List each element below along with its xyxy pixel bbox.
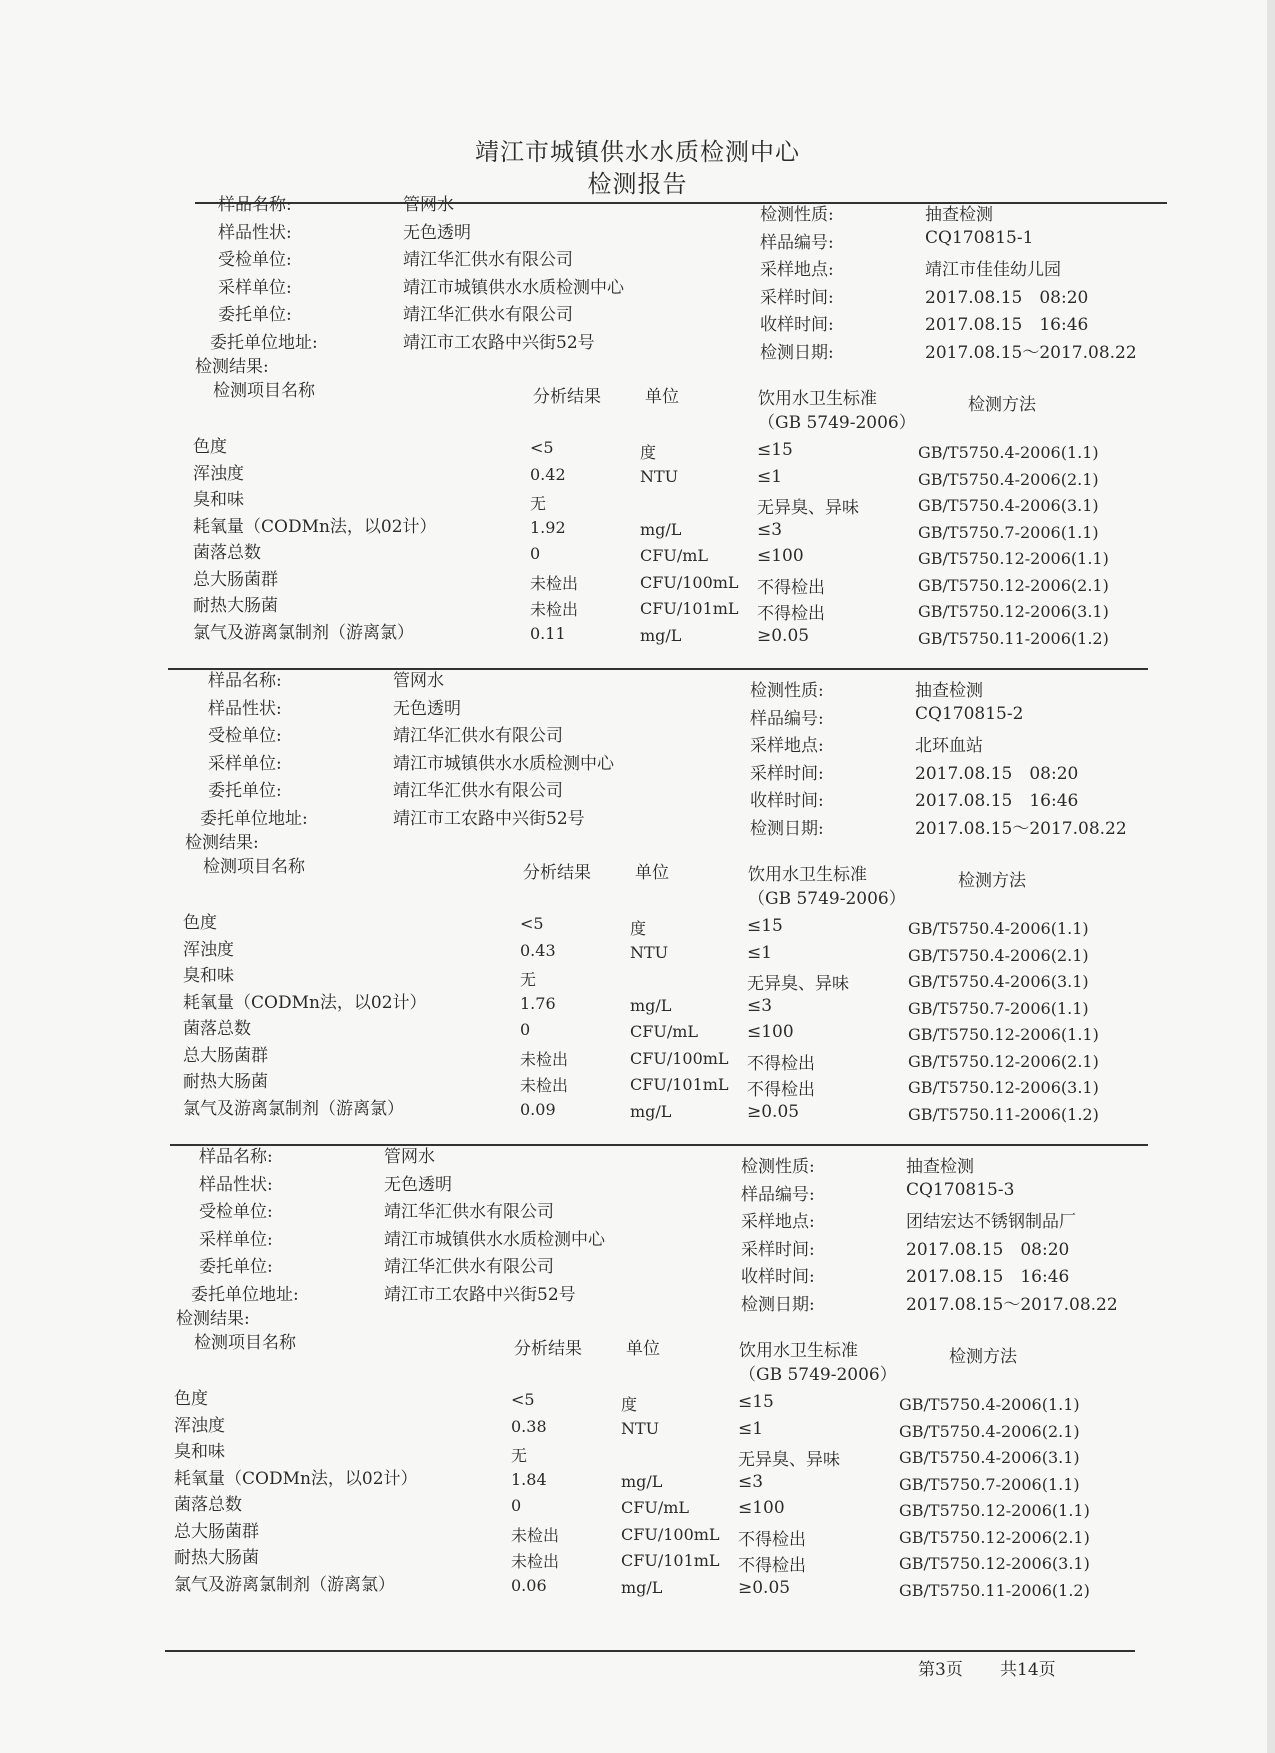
value-client-unit: 靖江华汇供水有限公司 [384,1257,554,1277]
standard-coliform: 不得检出 [738,1529,806,1550]
unit-color: 度 [621,1395,638,1414]
value-sample-no: CQ170815-3 [906,1179,1015,1200]
label-test-nature: 检测性质: [741,1157,815,1177]
method-chlorine: GB/T5750.11-2006(1.2) [899,1580,1090,1600]
label-client-unit: 委托单位: [199,1257,273,1277]
item-name-chlorine: 氯气及游离氯制剂（游离氯） [183,1098,404,1119]
standard-colony: ≤100 [747,1022,794,1042]
item-name-colony: 菌落总数 [183,1019,251,1039]
item-name-codmn: 耗氧量（CODMn法，以02计） [183,992,427,1013]
value-sample-name: 管网水 [393,671,444,691]
result-turbidity: 0.43 [520,940,556,960]
col-standard-header: 饮用水卫生标准 [748,865,867,885]
standard-turbidity: ≤1 [738,1418,764,1439]
label-sampling-unit: 采样单位: [199,1229,273,1250]
item-name-thermo-coliform: 耐热大肠菌 [193,596,278,616]
standard-turbidity: ≤1 [757,466,783,487]
unit-coliform: CFU/100mL [640,572,739,592]
label-receipt-time: 收样时间: [760,315,834,335]
result-colony: 0 [511,1496,522,1515]
value-sample-name: 管网水 [384,1147,435,1167]
value-sample-state: 无色透明 [403,222,471,243]
standard-colony: ≤100 [757,546,804,566]
unit-codmn: mg/L [640,519,682,539]
col-standard-header-2: （GB 5749-2006） [758,413,916,433]
method-turbidity: GB/T5750.4-2006(2.1) [918,469,1099,489]
result-coliform: 未检出 [520,1049,569,1069]
value-sample-state: 无色透明 [393,698,461,719]
label-client-unit: 委托单位: [208,781,282,801]
label-client-address: 委托单位地址: [200,808,308,829]
item-name-coliform: 总大肠菌群 [174,1521,259,1542]
value-sampling-site: 团结宏达不锈钢制品厂 [906,1212,1076,1232]
label-sampling-time: 采样时间: [760,287,834,308]
item-name-codmn: 耗氧量（CODMn法，以02计） [193,516,437,537]
result-color: <5 [530,438,554,457]
unit-turbidity: NTU [640,466,679,486]
label-inspected-unit: 受检单位: [199,1202,273,1222]
method-odor: GB/T5750.4-2006(3.1) [899,1448,1080,1467]
label-test-results: 检测结果: [185,833,259,853]
label-sampling-time: 采样时间: [741,1239,815,1260]
label-sampling-site: 采样地点: [741,1212,815,1232]
standard-thermo-coliform: 不得检出 [757,604,825,624]
method-codmn: GB/T5750.7-2006(1.1) [908,998,1089,1018]
col-standard-header: 饮用水卫生标准 [758,389,877,409]
unit-coliform: CFU/100mL [621,1524,720,1544]
method-turbidity: GB/T5750.4-2006(2.1) [899,1421,1080,1441]
result-codmn: 1.92 [530,517,566,537]
item-name-thermo-coliform: 耐热大肠菌 [183,1072,268,1092]
result-codmn: 1.84 [511,1469,547,1489]
unit-thermo-coliform: CFU/101mL [640,599,739,618]
unit-codmn: mg/L [630,995,672,1015]
result-chlorine: 0.09 [520,1099,556,1119]
value-client-address: 靖江市工农路中兴街52号 [403,332,595,353]
col-result-header: 分析结果 [523,863,591,883]
standard-colony: ≤100 [738,1498,785,1518]
value-test-nature: 抽查检测 [906,1157,974,1177]
item-name-coliform: 总大肠菌群 [193,569,278,590]
result-odor: 无 [520,970,537,989]
unit-thermo-coliform: CFU/101mL [621,1551,720,1570]
unit-chlorine: mg/L [630,1101,672,1121]
value-inspected-unit: 靖江华汇供水有限公司 [384,1202,554,1222]
method-odor: GB/T5750.4-2006(3.1) [908,972,1089,991]
page-number: 第3页 [918,1660,963,1680]
col-method-header: 检测方法 [949,1347,1017,1367]
value-receipt-time: 2017.08.15 16:46 [906,1267,1070,1287]
standard-coliform: 不得检出 [747,1053,815,1074]
label-sampling-site: 采样地点: [750,736,824,756]
value-sampling-site: 靖江市佳佳幼儿园 [925,260,1061,280]
value-sample-state: 无色透明 [384,1174,452,1195]
unit-thermo-coliform: CFU/101mL [630,1075,729,1094]
label-test-results: 检测结果: [176,1309,250,1329]
standard-codmn: ≤3 [757,519,783,540]
page-total: 共14页 [1000,1660,1056,1680]
value-sampling-unit: 靖江市城镇供水水质检测中心 [384,1229,605,1250]
label-sample-state: 样品性状: [199,1174,273,1195]
value-sampling-unit: 靖江市城镇供水水质检测中心 [393,753,614,774]
result-thermo-coliform: 未检出 [520,1076,569,1095]
report-title: 检测报告 [587,170,688,198]
unit-chlorine: mg/L [621,1577,663,1597]
method-thermo-coliform: GB/T5750.12-2006(3.1) [918,602,1109,621]
label-inspected-unit: 受检单位: [208,726,282,746]
label-test-date: 检测日期: [750,818,824,839]
unit-colony: CFU/mL [621,1498,690,1517]
value-inspected-unit: 靖江华汇供水有限公司 [393,726,563,746]
method-colony: GB/T5750.12-2006(1.1) [908,1025,1099,1044]
value-test-nature: 抽查检测 [925,205,993,225]
unit-codmn: mg/L [621,1471,663,1491]
result-color: <5 [520,914,544,933]
label-sample-name: 样品名称: [208,671,282,691]
value-sampling-time: 2017.08.15 08:20 [925,287,1089,308]
unit-chlorine: mg/L [640,625,682,645]
result-thermo-coliform: 未检出 [511,1552,560,1571]
col-result-header: 分析结果 [533,387,601,407]
value-client-unit: 靖江华汇供水有限公司 [393,781,563,801]
label-sample-no: 样品编号: [760,232,834,253]
label-client-address: 委托单位地址: [210,332,318,353]
value-sample-name: 管网水 [403,195,454,215]
scan-edge [1267,0,1275,1753]
col-item-header: 检测项目名称 [194,1333,296,1353]
unit-turbidity: NTU [630,942,669,962]
label-test-date: 检测日期: [741,1294,815,1315]
item-name-turbidity: 浑浊度 [183,939,234,960]
standard-color: ≤15 [757,440,793,460]
standard-chlorine: ≥0.05 [747,1101,800,1122]
col-item-header: 检测项目名称 [203,857,305,877]
value-client-address: 靖江市工农路中兴街52号 [384,1284,576,1305]
value-sampling-unit: 靖江市城镇供水水质检测中心 [403,277,624,298]
col-unit-header: 单位 [645,387,679,407]
value-receipt-time: 2017.08.15 16:46 [915,791,1079,811]
standard-codmn: ≤3 [738,1471,764,1492]
value-test-date: 2017.08.15～2017.08.22 [906,1294,1118,1315]
standard-codmn: ≤3 [747,995,773,1016]
result-colony: 0 [520,1020,531,1039]
org-title: 靖江市城镇供水水质检测中心 [475,138,800,166]
label-receipt-time: 收样时间: [741,1267,815,1287]
value-test-nature: 抽查检测 [915,681,983,701]
col-unit-header: 单位 [635,863,669,883]
item-name-colony: 菌落总数 [193,543,261,563]
result-codmn: 1.76 [520,993,556,1013]
item-name-turbidity: 浑浊度 [174,1415,225,1436]
method-codmn: GB/T5750.7-2006(1.1) [918,522,1099,542]
section-rule-2 [168,668,1148,670]
col-standard-header-2: （GB 5749-2006） [739,1365,897,1385]
unit-color: 度 [640,443,657,462]
item-name-odor: 臭和味 [183,966,234,986]
value-sampling-time: 2017.08.15 08:20 [915,763,1079,784]
standard-turbidity: ≤1 [747,942,773,963]
standard-odor: 无异臭、异味 [747,974,849,994]
method-colony: GB/T5750.12-2006(1.1) [918,549,1109,568]
value-receipt-time: 2017.08.15 16:46 [925,315,1089,335]
result-coliform: 未检出 [530,573,579,593]
value-sampling-site: 北环血站 [915,736,983,756]
item-name-chlorine: 氯气及游离氯制剂（游离氯） [193,622,414,643]
label-client-unit: 委托单位: [218,305,292,325]
item-name-odor: 臭和味 [174,1442,225,1462]
item-name-coliform: 总大肠菌群 [183,1045,268,1066]
item-name-color: 色度 [193,437,227,457]
method-chlorine: GB/T5750.11-2006(1.2) [908,1104,1099,1124]
item-name-chlorine: 氯气及游离氯制剂（游离氯） [174,1574,395,1595]
col-method-header: 检测方法 [968,395,1036,415]
unit-coliform: CFU/100mL [630,1048,729,1068]
label-test-date: 检测日期: [760,342,834,363]
standard-color: ≤15 [738,1392,774,1412]
value-client-address: 靖江市工农路中兴街52号 [393,808,585,829]
value-test-date: 2017.08.15～2017.08.22 [915,818,1127,839]
label-sampling-time: 采样时间: [750,763,824,784]
unit-colony: CFU/mL [640,546,709,565]
value-client-unit: 靖江华汇供水有限公司 [403,305,573,325]
standard-color: ≤15 [747,916,783,936]
label-receipt-time: 收样时间: [750,791,824,811]
standard-thermo-coliform: 不得检出 [738,1556,806,1576]
result-chlorine: 0.11 [530,623,566,643]
item-name-codmn: 耗氧量（CODMn法，以02计） [174,1468,418,1489]
method-coliform: GB/T5750.12-2006(2.1) [899,1527,1090,1547]
item-name-color: 色度 [174,1389,208,1409]
method-coliform: GB/T5750.12-2006(2.1) [908,1051,1099,1071]
result-color: <5 [511,1390,535,1409]
label-sample-name: 样品名称: [199,1147,273,1167]
section-rule-3 [170,1144,1148,1146]
col-item-header: 检测项目名称 [213,381,315,401]
label-test-nature: 检测性质: [760,205,834,225]
unit-colony: CFU/mL [630,1022,699,1041]
method-thermo-coliform: GB/T5750.12-2006(3.1) [899,1554,1090,1573]
label-sample-no: 样品编号: [750,708,824,729]
method-turbidity: GB/T5750.4-2006(2.1) [908,945,1089,965]
col-unit-header: 单位 [626,1339,660,1359]
label-sampling-unit: 采样单位: [208,753,282,774]
col-standard-header: 饮用水卫生标准 [739,1341,858,1361]
col-standard-header-2: （GB 5749-2006） [748,889,906,909]
result-chlorine: 0.06 [511,1575,547,1595]
item-name-colony: 菌落总数 [174,1495,242,1515]
standard-coliform: 不得检出 [757,577,825,598]
item-name-turbidity: 浑浊度 [193,463,244,484]
method-chlorine: GB/T5750.11-2006(1.2) [918,628,1109,648]
result-turbidity: 0.42 [530,464,566,484]
result-thermo-coliform: 未检出 [530,600,579,619]
label-sample-state: 样品性状: [208,698,282,719]
label-sample-no: 样品编号: [741,1184,815,1205]
method-colony: GB/T5750.12-2006(1.1) [899,1501,1090,1520]
result-turbidity: 0.38 [511,1416,547,1436]
method-color: GB/T5750.4-2006(1.1) [908,919,1089,938]
method-thermo-coliform: GB/T5750.12-2006(3.1) [908,1078,1099,1097]
unit-turbidity: NTU [621,1418,660,1438]
result-coliform: 未检出 [511,1525,560,1545]
label-sample-name: 样品名称: [218,195,292,215]
standard-odor: 无异臭、异味 [738,1450,840,1470]
label-test-results: 检测结果: [195,357,269,377]
footer-rule [165,1650,1135,1652]
value-sample-no: CQ170815-1 [925,227,1034,248]
label-test-nature: 检测性质: [750,681,824,701]
unit-color: 度 [630,919,647,938]
value-sample-no: CQ170815-2 [915,703,1024,724]
label-sample-state: 样品性状: [218,222,292,243]
col-method-header: 检测方法 [958,871,1026,891]
method-coliform: GB/T5750.12-2006(2.1) [918,575,1109,595]
method-color: GB/T5750.4-2006(1.1) [899,1395,1080,1414]
result-odor: 无 [530,494,547,513]
item-name-color: 色度 [183,913,217,933]
standard-thermo-coliform: 不得检出 [747,1080,815,1100]
standard-chlorine: ≥0.05 [738,1577,791,1598]
label-inspected-unit: 受检单位: [218,250,292,270]
method-codmn: GB/T5750.7-2006(1.1) [899,1474,1080,1494]
result-colony: 0 [530,544,541,563]
label-sampling-site: 采样地点: [760,260,834,280]
item-name-thermo-coliform: 耐热大肠菌 [174,1548,259,1568]
method-odor: GB/T5750.4-2006(3.1) [918,496,1099,515]
col-result-header: 分析结果 [514,1339,582,1359]
standard-odor: 无异臭、异味 [757,498,859,518]
section-rule-1 [195,202,1167,204]
item-name-odor: 臭和味 [193,490,244,510]
method-color: GB/T5750.4-2006(1.1) [918,443,1099,462]
standard-chlorine: ≥0.05 [757,625,810,646]
value-inspected-unit: 靖江华汇供水有限公司 [403,250,573,270]
value-sampling-time: 2017.08.15 08:20 [906,1239,1070,1260]
value-test-date: 2017.08.15～2017.08.22 [925,342,1137,363]
label-client-address: 委托单位地址: [191,1284,299,1305]
result-odor: 无 [511,1446,528,1465]
label-sampling-unit: 采样单位: [218,277,292,298]
